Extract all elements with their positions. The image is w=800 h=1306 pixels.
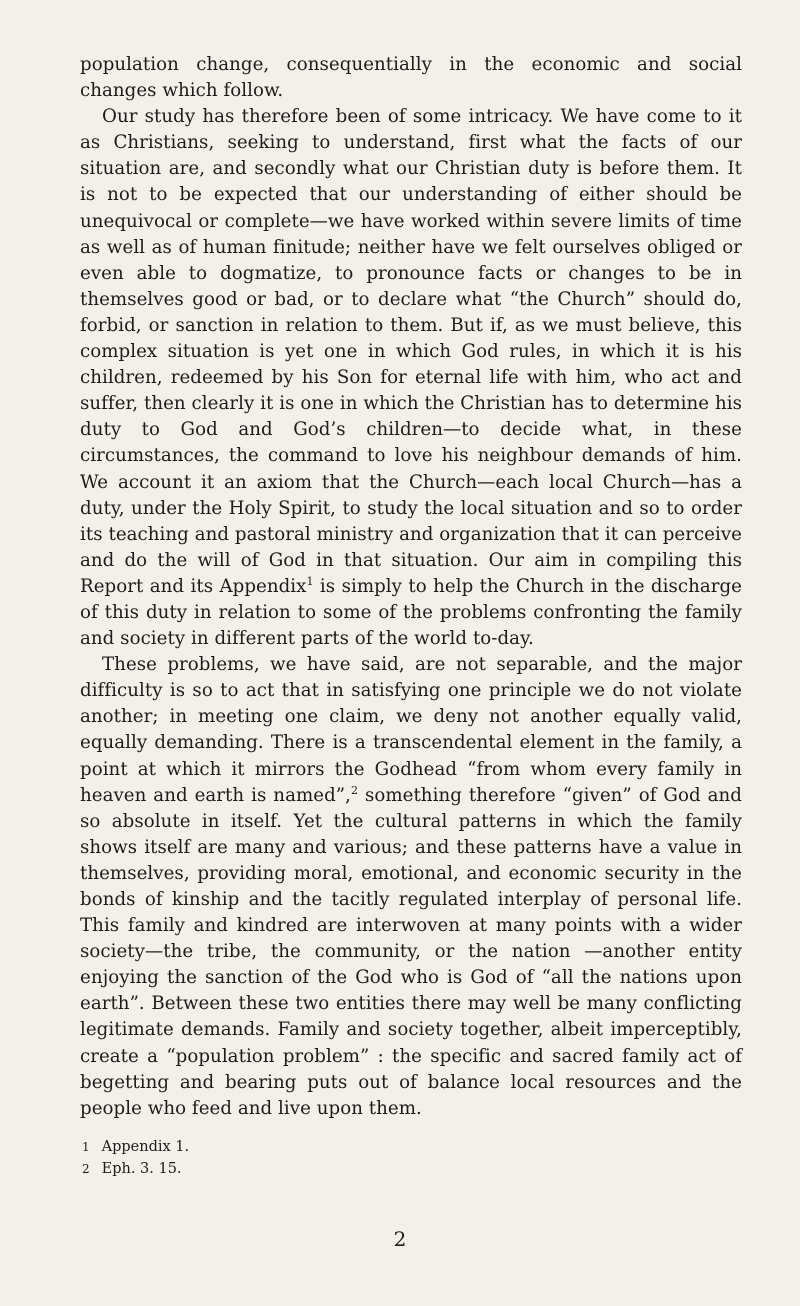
footnote-1: [82, 1136, 742, 1158]
paragraph-2: [80, 104, 742, 652]
page-number: 2: [393, 1227, 407, 1251]
paragraph-2-text-continued: is simply to help the Church in the discharge of this duty in relation to some of the problems confronting the family and society in different parts of the world to-day.: [80, 575, 742, 650]
paragraph-2-text: Our study has therefore been of some intricacy. We have come to it as Christians, seeking to understand, first what the facts of our situation are, and secondly what our Christian duty is before them. It is not to be expected that our understanding of either should be unequivocal or complete—we have worked within severe limits of time as well as of human finitude; neither have we felt ourselves obliged or even able to dogmatize, to pronounce facts or changes to be in themselves good or bad, or to declare what “the Church” should do, forbid, or sanction in relation to them. But if, as we must believe, this complex situation is yet one in which God rules, in which it is his children, redeemed by his Son for eternal life with him, who act and suffer, then clearly it is one in which the Christian has to determine his duty to God and God’s children—to decide what, in these circumstances, the command to love his neighbour demands of him. We account it an axiom that the Church—each local Church—has a duty, under the Holy Spirit, to study the local situation and so to order its teaching and pastoral ministry and organization that it can perceive and do the will of God in that situation. Our aim in compiling this Report and its Appendix: [80, 106, 742, 597]
footnote-ref-1: 1: [306, 574, 314, 588]
paragraph-1-text: population change, consequentially in the economic and social changes which follow.: [80, 54, 742, 102]
paragraph-3: [80, 652, 742, 1122]
footnote-1-text: Appendix 1.: [101, 1138, 190, 1155]
footnote-ref-2: 2: [350, 783, 359, 797]
paragraph-3-text-continued: something therefore “given” of God and so absolute in itself. Yet the cultural patterns in which the family shows itself are many and various; and these patterns have a value in themselves, providing moral, emotional, and economic security in the bonds of kinship and the tacitly regulated interplay of personal life. This family and kindred are interwoven at many points with a wider society—the tribe, the community, or the nation —another entity enjoying the sanction of the God who is God of “all the nations upon earth”. Between these two entities there may well be many conflicting legitimate demands. Family and society together, albeit imperceptibly, create a “population problem” : the specific and sacred family act of begetting and bearing puts out of balance local resources and the people who feed and live upon them.: [80, 784, 742, 1119]
footnote-2: [82, 1158, 742, 1180]
paragraph-3-text: These problems, we have said, are not separable, and the major difficulty is so to act that in satisfying one principle we do not violate another; in meeting one claim, we deny not another equally valid, equally demanding. There is a transcendental element in the family, a point at which it mirrors the Godhead “from whom every family in heaven and earth is named”,: [80, 654, 742, 806]
footnote-1-mark: 1: [82, 1139, 90, 1154]
footnote-2-text: Eph. 3. 15.: [101, 1160, 182, 1177]
paragraph-1: [80, 52, 742, 104]
page-body: [80, 52, 742, 1180]
footnotes: [82, 1136, 742, 1180]
footnote-2-mark: 2: [82, 1161, 90, 1176]
